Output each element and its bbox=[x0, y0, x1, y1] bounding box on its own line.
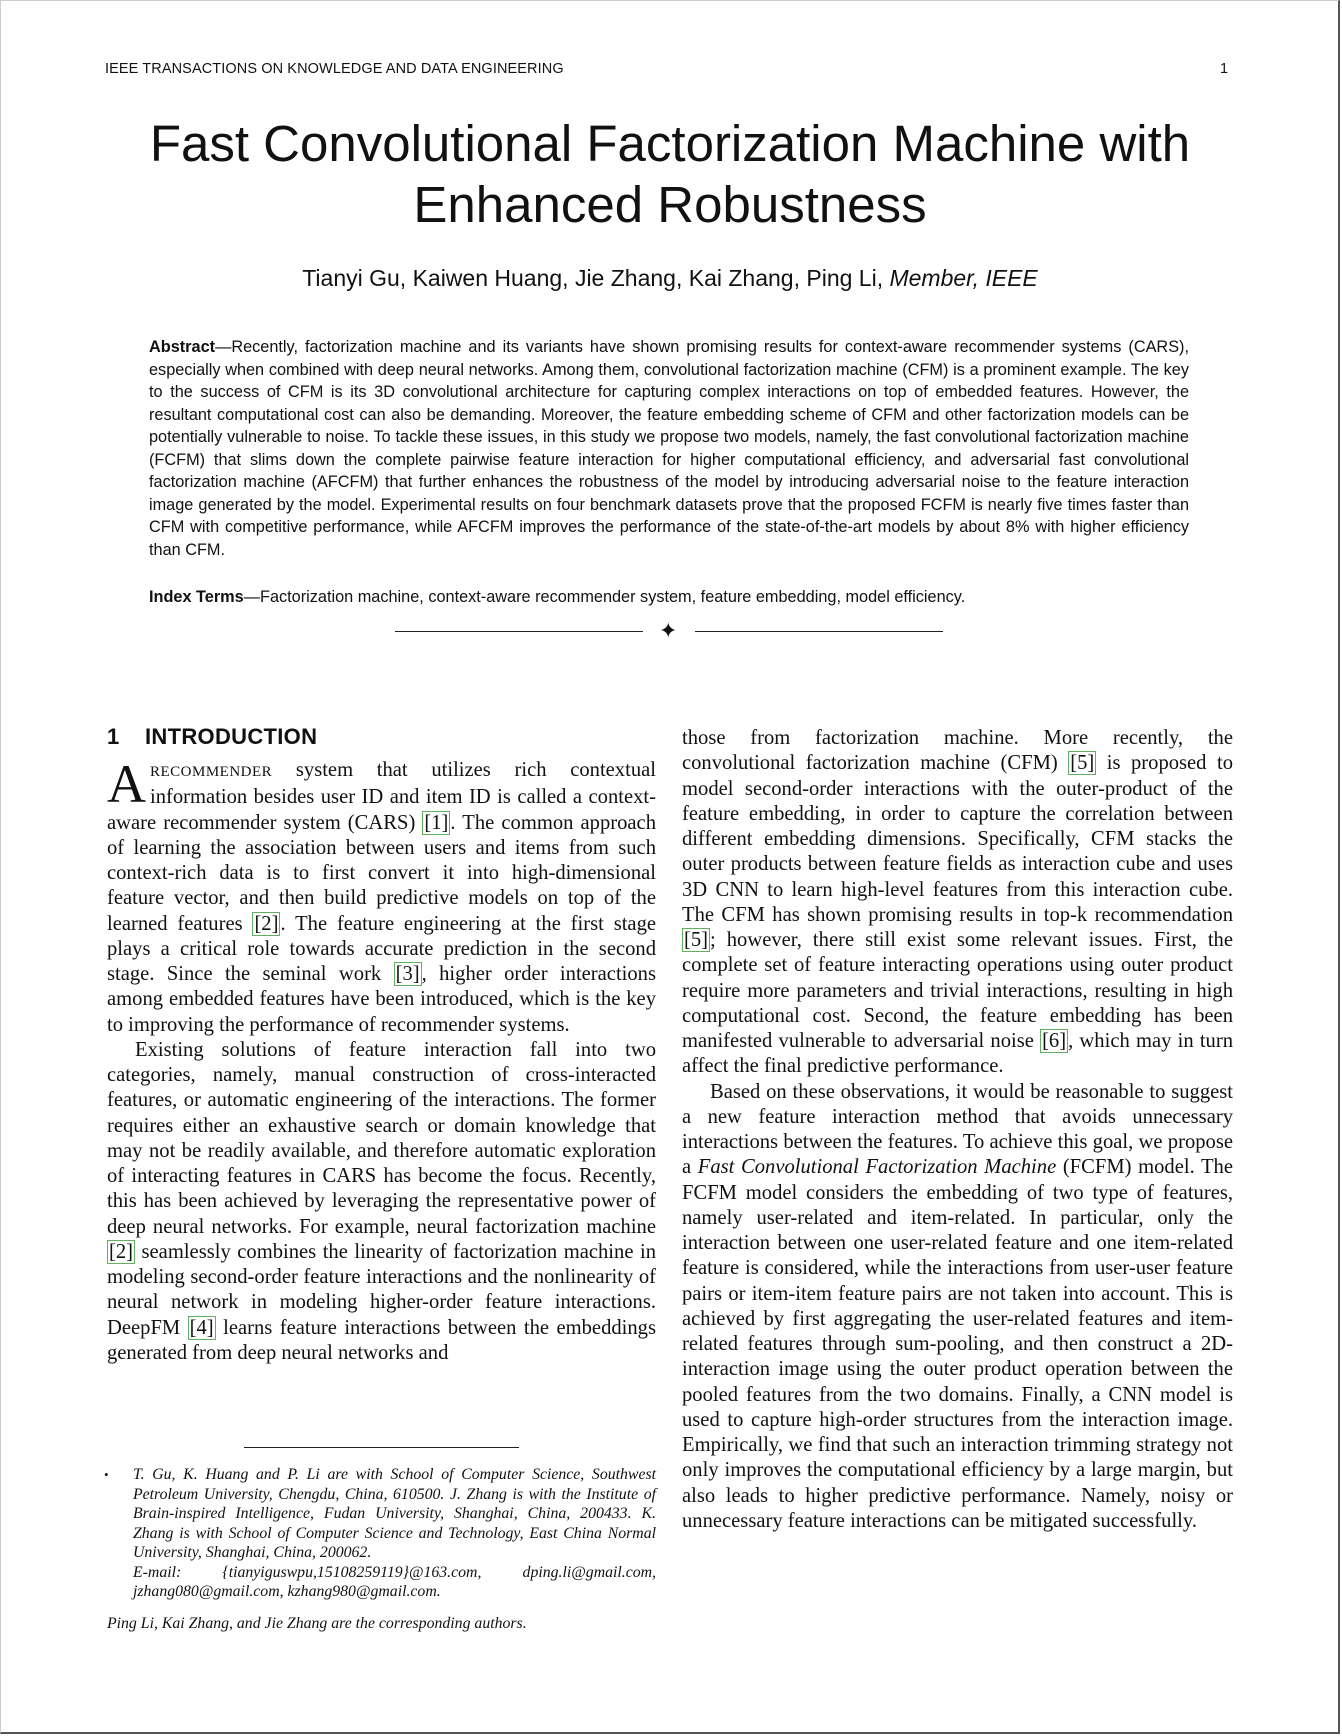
paper-title bbox=[80, 113, 1260, 235]
section-number: 1 bbox=[107, 724, 120, 749]
text-run: Based on these observations, it would be reasonable to suggest a new feature interaction method that avoids unnecessary interactions between the features. To achieve this goal, we propose a bbox=[682, 1080, 1233, 1179]
smallcap-word: RECOMMENDER bbox=[150, 764, 273, 780]
abstract-label: Abstract bbox=[149, 338, 216, 356]
text-run: learns feature interactions between the embeddings generated from deep neural networks and bbox=[107, 1316, 656, 1364]
separator-line-right bbox=[695, 631, 943, 632]
section-heading bbox=[107, 724, 656, 750]
text-run: , which may in turn affect the final predictive performance. bbox=[682, 1030, 1233, 1078]
text-run: system that utilizes rich contextual information besides user ID and item ID is called a context-aware recommender system (CARS) bbox=[107, 759, 656, 834]
footnote-rule bbox=[244, 1447, 519, 1448]
corresponding-authors-note: Ping Li, Kai Zhang, and Jie Zhang are the corresponding authors. bbox=[107, 1615, 527, 1632]
index-terms-text: —Factorization machine, context-aware recommender system, feature embedding, model efficiency. bbox=[243, 588, 966, 606]
intro-paragraph-2 bbox=[107, 1038, 656, 1366]
footnote-emails: E-mail: {tianyiguswpu,15108259119}@163.com, dping.li@gmail.com, jzhang080@gmail.com, kzhang980@gmail.com. bbox=[133, 1563, 656, 1600]
citation-link[interactable]: [3] bbox=[395, 963, 420, 985]
text-run: those from factorization machine. More recently, the convolutional factorization machine (CFM) bbox=[682, 727, 1233, 775]
text-run: seamlessly combines the linearity of factorization machine in modeling second-order feature interactions and the nonlinearity of neural network in modeling higher-order feature interactions. DeepFM bbox=[107, 1240, 656, 1339]
intro-paragraph-4 bbox=[682, 1080, 1233, 1535]
citation-link[interactable]: [5] bbox=[1070, 752, 1095, 775]
abstract bbox=[149, 336, 1189, 561]
page-number: 1 bbox=[1220, 61, 1229, 77]
model-name-emphasis: Fast Convolutional Factorization Machine bbox=[697, 1156, 1057, 1179]
text-run: . The feature engineering at the first stage plays a critical role towards accurate prediction in the second stage. Since the seminal work bbox=[107, 912, 657, 985]
citation-link[interactable]: [2] bbox=[254, 912, 279, 935]
citation-link[interactable]: [4] bbox=[189, 1316, 214, 1339]
intro-paragraph-3 bbox=[682, 726, 1233, 1080]
text-run: ; however, there still exist some relevant issues. First, the complete set of feature interacting operations using outer product require more parameters and trivial interactions, resulting in high computational cost. Second, the feature embedding has been manifested vulnerable to adversarial noise bbox=[682, 929, 1233, 1052]
intro-paragraph-1 bbox=[107, 754, 657, 1038]
separator-line-left bbox=[395, 631, 643, 632]
author-list bbox=[80, 265, 1260, 292]
citation-link[interactable]: [5] bbox=[684, 929, 709, 951]
text-run: Existing solutions of feature interaction fall into two categories, namely, manual construction of cross-interacted features, or automatic engineering of the interactions. The former requires either an exhaustive search or domain knowledge that may not be readily available, and therefore automatic exploration of interacting features in CARS has become the focus. Recently, this has been achieved by leveraging the representative power of deep neural networks. For example, neural factorization machine bbox=[107, 1038, 656, 1238]
text-run: , higher order interactions among embedded features have been introduced, which is the key to improving the performance of recommender systems. bbox=[107, 963, 656, 1036]
section-title: INTRODUCTION bbox=[145, 724, 318, 749]
citation-link[interactable]: [6] bbox=[1042, 1030, 1067, 1052]
journal-header: IEEE TRANSACTIONS ON KNOWLEDGE AND DATA ENGINEERING bbox=[105, 61, 564, 77]
title-line-2: Enhanced Robustness bbox=[413, 176, 927, 233]
text-run: . The common approach of learning the association between users and items from such context-rich data is to first convert it into high-dimensional feature vector, and then build predictive models on top of the learned features bbox=[107, 811, 656, 935]
affiliation-footnote bbox=[133, 1465, 656, 1602]
citation-link[interactable]: [1] bbox=[424, 811, 449, 834]
index-terms-label: Index Terms bbox=[149, 588, 244, 606]
text-run: is proposed to model second-order interactions with the outer-product of the feature embedding, in order to capture the correlation between different embedding dimensions. Specifically, CFM stacks the outer products between feature fields as interaction cube and uses 3D CNN to learn high-level features from this interaction cube. The CFM has shown promising results in top-k recommendation bbox=[682, 752, 1233, 926]
citation-link[interactable]: [2] bbox=[109, 1240, 134, 1263]
abstract-text: —Recently, factorization machine and its variants have shown promising results for context-aware recommender systems (CARS), especially when combined with deep neural networks. Among them, convolutional factorization machine (CFM) is a prominent example. The key to the success of CFM is its 3D convolutional architecture for capturing complex interactions on top of embedded features. However, the resultant computational cost can also be demanding. Moreover, the feature embedding scheme of CFM and other factorization models can be potentially vulnerable to noise. To tackle these issues, in this study we propose two models, namely, the fast convolutional factorization machine (FCFM) that slims down the complete pairwise feature interaction for higher computational efficiency, and adversarial fast convolutional factorization machine (AFCFM) that further enhances the robustness of the model by introducing adversarial noise to the feature interaction image generated by the model. Experimental results on four benchmark datasets prove that the proposed FCFM is nearly five times faster than CFM with competitive performance, while AFCFM improves the performance of the state-of-the-art models by about 8% with higher efficiency than CFM. bbox=[149, 338, 1189, 559]
title-line-1: Fast Convolutional Factorization Machine with bbox=[149, 115, 1191, 172]
footnote-affiliations: T. Gu, K. Huang and P. Li are with School of Computer Science, Southwest Petroleum University, Chengdu, China, 610500. J. Zhang is with the Institute of Brain-inspired Intelligence, Fudan University, Shanghai, China, 200433. K. Zhang is with School of Computer Science and Technology, East China Normal University, Shanghai, China, 200062. bbox=[133, 1466, 656, 1561]
separator-diamond-icon: ✦ bbox=[659, 618, 678, 643]
author-names: Tianyi Gu, Kaiwen Huang, Jie Zhang, Kai Zhang, Ping Li, bbox=[302, 265, 890, 291]
left-column bbox=[107, 724, 656, 1366]
footnote-bullet: • bbox=[104, 1467, 109, 1482]
text-run: (FCFM) model. The FCFM model considers the embedding of two type of features, namely user-related and item-related. In particular, only the interaction between one user-related feature and one item-related feature is considered, while the interactions from user-user feature pairs or item-item feature pairs are not taken into account. This is achieved by first aggregating the user-related features and item-related features through sum-pooling, and then construct a 2D-interaction image using the outer product operation between the pooled features from the two domains. Finally, a CNN model is used to capture high-order structures from the interaction image. Empirically, we find that such an interaction trimming strategy not only improves the computational efficiency by a large margin, but also leads to higher predictive performance. Namely, noisy or unnecessary feature interactions can be mitigated successfully. bbox=[682, 1156, 1233, 1532]
author-membership: Member, IEEE bbox=[889, 265, 1038, 291]
right-column bbox=[682, 726, 1233, 1534]
drop-cap: A bbox=[107, 754, 146, 814]
index-terms bbox=[149, 586, 1189, 608]
